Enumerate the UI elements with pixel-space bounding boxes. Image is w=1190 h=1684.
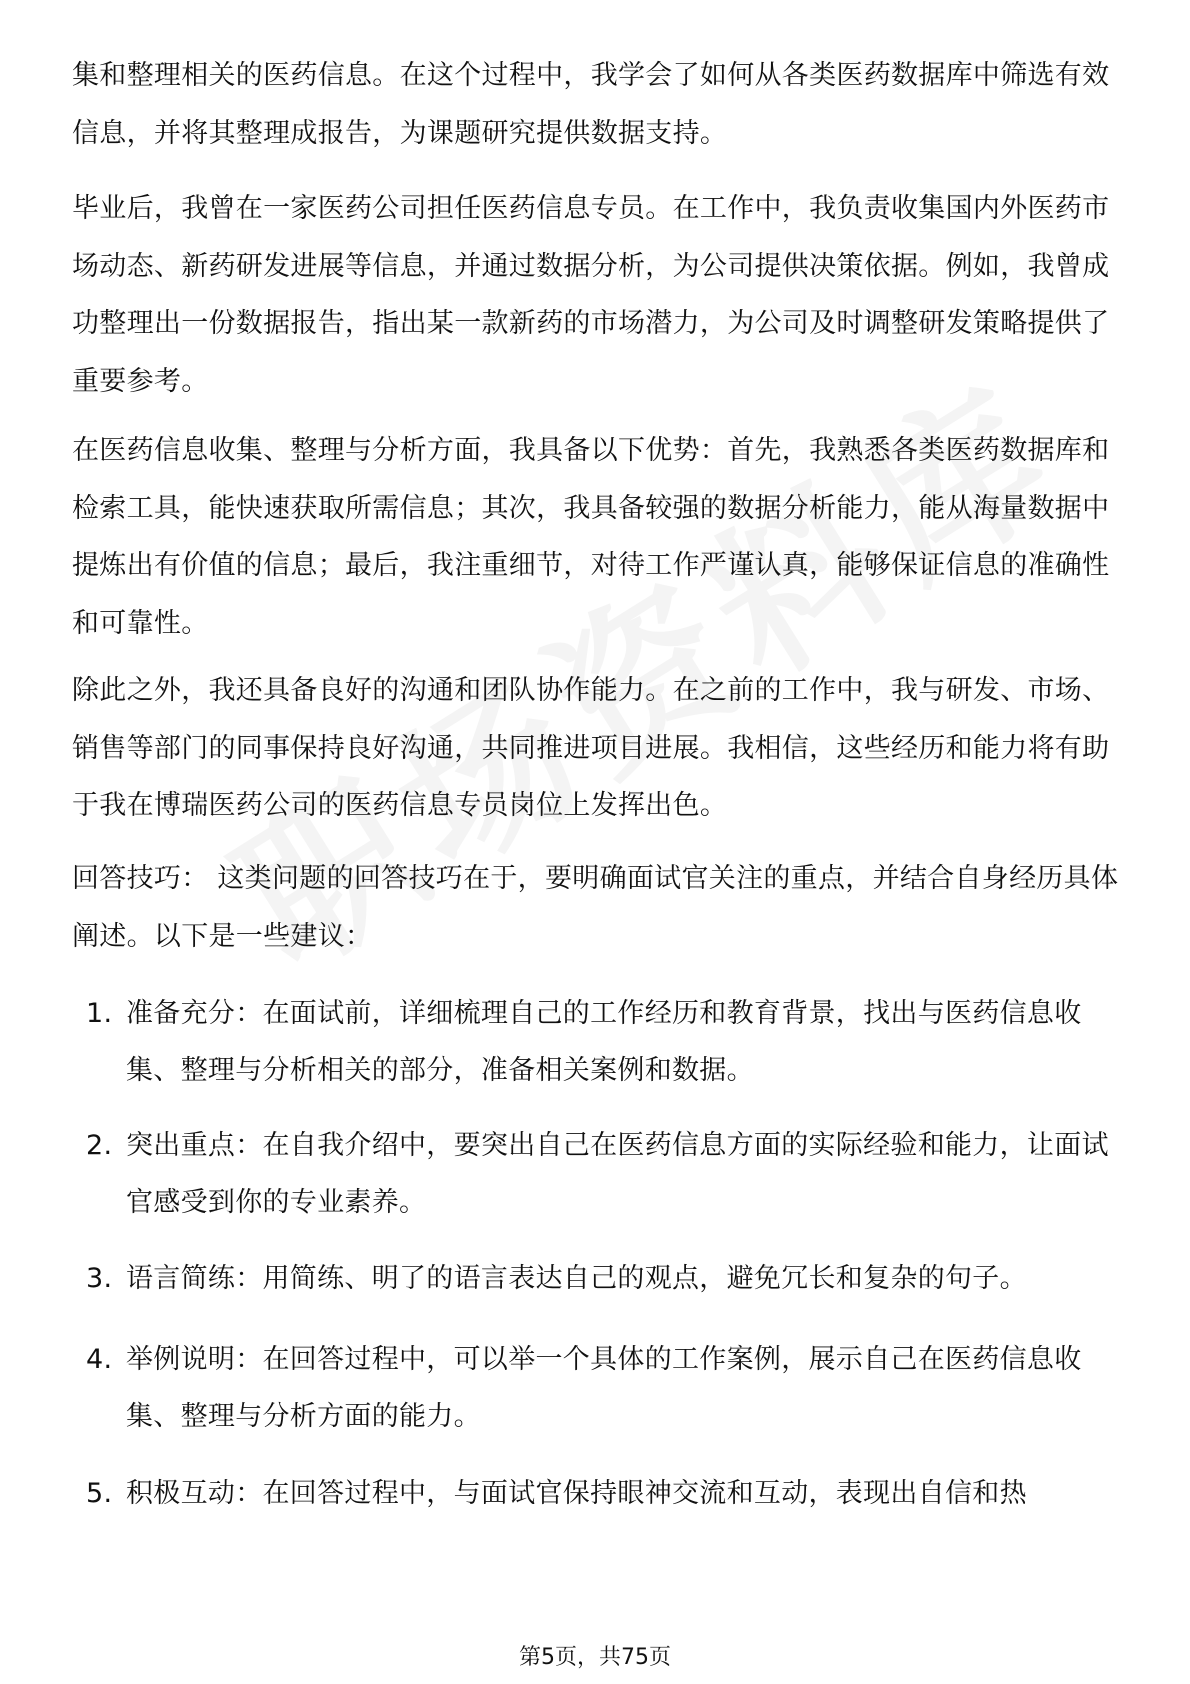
- list-text: 语言简练：用简练、明了的语言表达自己的观点，避免冗长和复杂的句子。: [126, 1263, 1027, 1294]
- page-number-footer: 第5页，共75页: [519, 1645, 671, 1670]
- list-number: 3.: [86, 1263, 113, 1294]
- list-text: 举例说明：在回答过程中，可以举一个具体的工作案例，展示自己在医药信息收集、整理与分析方面的能力。: [126, 1344, 1082, 1432]
- paragraph-2: 毕业后，我曾在一家医药公司担任医药信息专员。在工作中，我负责收集国内外医药市场动态、新药研发进展等信息，并通过数据分析，为公司提供决策依据。例如，我曾成功整理出一份数据报告，指出某一款新药的市场潜力，为公司及时调整研发策略提供了重要参考。: [72, 193, 1110, 397]
- list-text: 突出重点：在自我介绍中，要突出自己在医药信息方面的实际经验和能力，让面试官感受到你的专业素养。: [126, 1130, 1109, 1218]
- paragraph-5: 回答技巧： 这类问题的回答技巧在于，要明确面试官关注的重点，并结合自身经历具体阐述。以下是一些建议：: [72, 863, 1119, 952]
- paragraph-1: 集和整理相关的医药信息。在这个过程中，我学会了如何从各类医药数据库中筛选有效信息，并将其整理成报告，为课题研究提供数据支持。: [72, 60, 1110, 149]
- list-text: 准备充分：在面试前，详细梳理自己的工作经历和教育背景，找出与医药信息收集、整理与分析相关的部分，准备相关案例和数据。: [126, 998, 1082, 1086]
- list-number: 4.: [86, 1344, 113, 1375]
- list-number: 2.: [86, 1130, 113, 1161]
- paragraph-3: 在医药信息收集、整理与分析方面，我具备以下优势：首先，我熟悉各类医药数据库和检索工具，能快速获取所需信息；其次，我具备较强的数据分析能力，能从海量数据中提炼出有价值的信息；最后，我注重细节，对待工作严谨认真，能够保证信息的准确性和可靠性。: [72, 435, 1110, 639]
- list-number: 1.: [86, 998, 113, 1029]
- paragraph-4: 除此之外，我还具备良好的沟通和团队协作能力。在之前的工作中，我与研发、市场、销售等部门的同事保持良好沟通，共同推进项目进展。我相信，这些经历和能力将有助于我在博瑞医药公司的医药信息专员岗位上发挥出色。: [72, 675, 1110, 821]
- list-text: 积极互动：在回答过程中，与面试官保持眼神交流和互动，表现出自信和热: [126, 1478, 1027, 1509]
- list-number: 5.: [86, 1478, 113, 1509]
